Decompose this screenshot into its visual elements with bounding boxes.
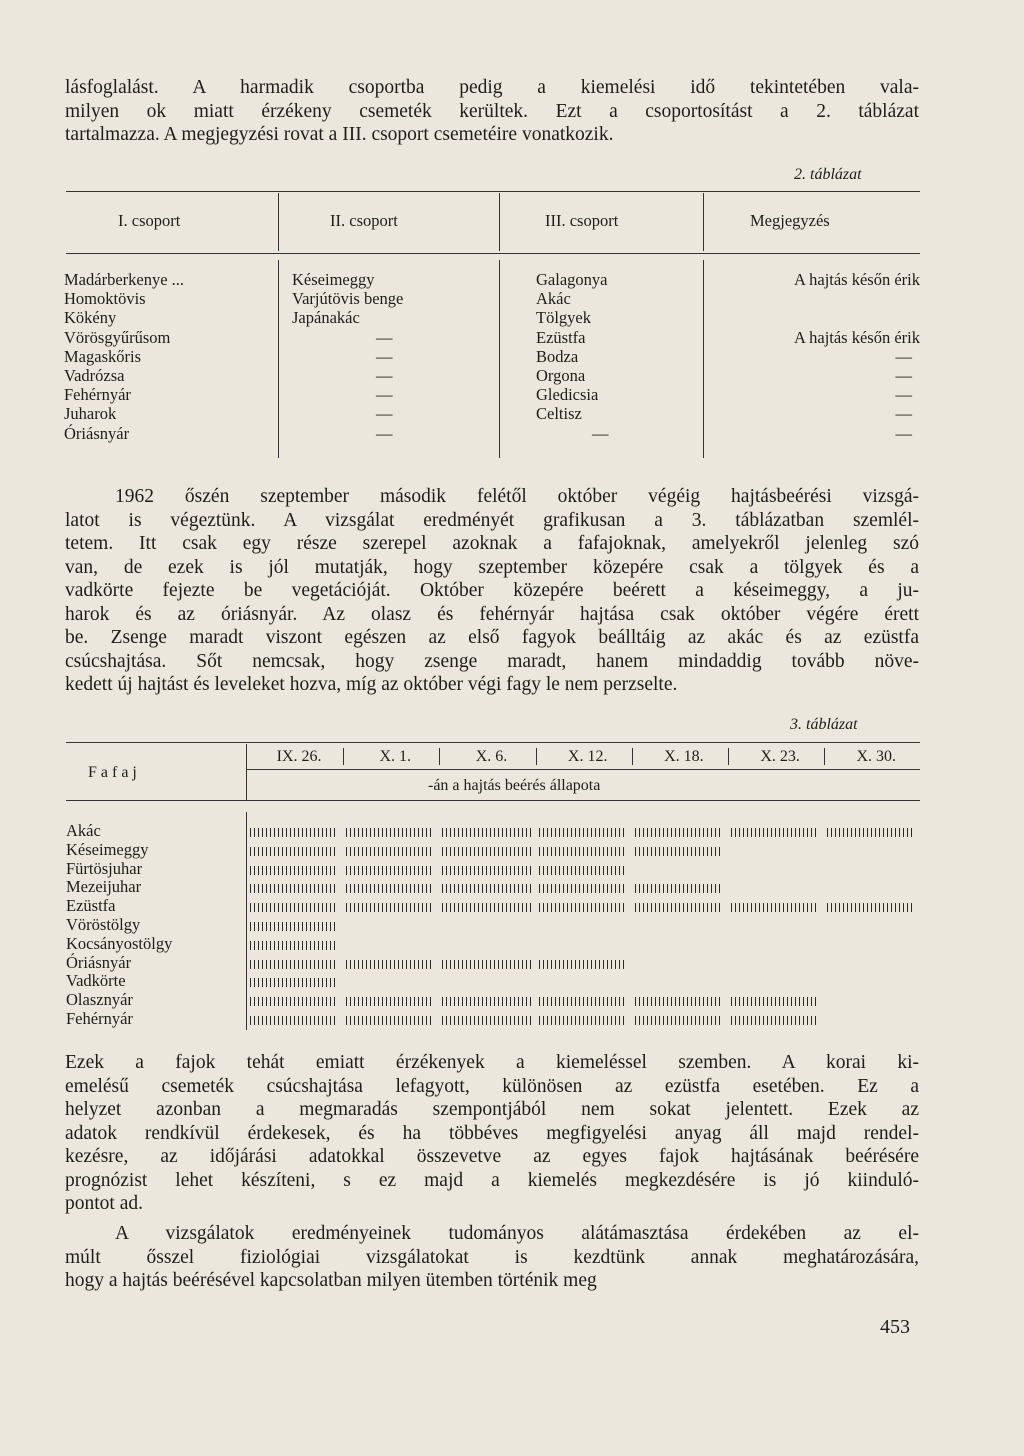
table2-divider-2b	[499, 260, 500, 458]
table3-date-header: X. 1.	[379, 748, 412, 765]
table3-immature-bar	[250, 847, 338, 856]
table2-cell: Gledicsia	[536, 385, 599, 405]
table3-immature-bar	[827, 828, 915, 837]
table2-cell: Galagonya	[536, 270, 608, 289]
table3-species: Kocsányostölgy	[66, 933, 173, 953]
table3-immature-bar	[442, 866, 530, 875]
table3-immature-bar	[539, 1016, 627, 1025]
table3-subheader: -án a hajtás beérés állapota	[428, 777, 601, 794]
table3-row-header: F a f a j	[88, 764, 137, 781]
table3-date-divider	[824, 748, 825, 765]
table3-divider-main	[246, 744, 247, 800]
text-line: emelésű csemeték csúcshajtása lefagyott, különösen az ezüstfa esetében. Ez a	[65, 1075, 919, 1097]
text-line: múlt ősszel fiziológiai vizsgálatokat is kezdtünk annak meghatározására,	[65, 1246, 919, 1268]
table2-header-col2: II. csoport	[330, 211, 398, 230]
table3-immature-bar	[442, 884, 530, 893]
table3-date-header: X. 6.	[475, 748, 508, 765]
table2-cell: Tölgyek	[536, 308, 591, 328]
table2-cell: Óriásnyár	[64, 423, 130, 443]
table3-species: Óriásnyár	[66, 952, 132, 972]
text-line: helyzet azonban a megmaradás szempontjából nem sokat jelentett. Ezek az	[65, 1099, 919, 1120]
table2-cell	[716, 308, 920, 327]
text-line: Ezek a fajok tehát emiatt érzékenyek a kiemeléssel szemben. A korai ki-	[65, 1052, 919, 1073]
table3-immature-bar	[635, 847, 723, 856]
table3-header-rule	[66, 800, 920, 801]
table3-date-divider	[536, 748, 537, 765]
table2-divider-1	[278, 193, 279, 251]
table3-immature-bar	[539, 866, 627, 875]
table3-immature-bar	[346, 1016, 434, 1025]
table3-immature-bar	[442, 828, 530, 837]
table3-immature-bar	[731, 903, 819, 912]
text-line: be. Zsenge maradt viszont egészen az első fagyok beálltáig az akác és az ezüstfa	[65, 627, 919, 648]
table3-date-divider	[343, 748, 344, 765]
table2-cell	[716, 289, 920, 308]
table3-immature-bar	[250, 866, 338, 875]
table3-immature-bar	[442, 903, 530, 912]
table2-cell: —	[376, 423, 393, 443]
table2-cell: Bodza	[536, 346, 579, 366]
table3-immature-bar	[827, 903, 915, 912]
table3-immature-bar	[250, 884, 338, 893]
page-number: 453	[880, 1316, 910, 1338]
table3-date-divider	[632, 748, 633, 765]
table3-species: Olasznyár	[66, 990, 133, 1010]
table3-species-list	[66, 822, 172, 1029]
text-line: latot is végeztünk. A vizsgálat eredményét grafikusan a 3. táblázatban szemlél-	[65, 509, 919, 531]
table3-species: Mezeijuhar	[66, 877, 142, 897]
table2-caption: 2. táblázat	[794, 166, 862, 183]
table3-immature-bar	[635, 997, 723, 1006]
body-paragraph-2	[65, 485, 919, 697]
table2-divider-1b	[278, 260, 279, 458]
table3-species: Ezüstfa	[66, 896, 116, 916]
table3-immature-bar	[731, 828, 819, 837]
table3-date-header: X. 23.	[760, 748, 800, 765]
table3-immature-bar	[442, 847, 530, 856]
table2-cell: A hajtás későn érik	[793, 270, 920, 289]
table3-species: Akác	[66, 821, 101, 840]
text-line: tetem. Itt csak egy része szerepel azoknak a fafajoknak, amelyekről jelenleg szó	[65, 533, 919, 554]
table3-species: Vadkörte	[66, 971, 126, 991]
table2-column-2	[292, 270, 403, 443]
table3-date-divider	[439, 748, 440, 765]
table3-immature-bar	[250, 1016, 338, 1025]
table3-immature-bar	[346, 903, 434, 912]
table2-cell: Japánakác	[292, 308, 360, 328]
table3-date-rule	[246, 769, 920, 770]
table2-cell: Kökény	[64, 308, 117, 328]
table2-cell: Magaskőris	[64, 346, 141, 366]
table2-cell: Celtisz	[536, 404, 582, 424]
table2-cell: —	[376, 385, 393, 405]
table3-immature-bar	[539, 828, 627, 837]
table2-cell: —	[895, 404, 912, 424]
table2-cell: —	[376, 366, 393, 386]
table3-species: Fürtösjuhar	[66, 858, 143, 878]
table3-immature-bar	[346, 847, 434, 856]
table2-header-col3: III. csoport	[545, 211, 619, 230]
table3-immature-bar	[635, 828, 723, 837]
table2-cell: A hajtás későn érik	[793, 327, 920, 347]
table3-immature-bar	[539, 884, 627, 893]
table3-immature-bar	[346, 828, 434, 837]
table2-cell: —	[376, 327, 393, 347]
table3-immature-bar	[250, 922, 338, 931]
table3-immature-bar	[442, 1016, 530, 1025]
table2-header-rule	[66, 253, 920, 254]
table3-immature-bar	[539, 903, 627, 912]
table3-immature-bar	[539, 960, 627, 969]
table2-cell: Vörösgyűrűsom	[64, 327, 171, 347]
table2-cell: —	[376, 404, 393, 424]
table2-cell: —	[895, 385, 912, 405]
table2-cell: Homoktövis	[64, 289, 146, 309]
table2-column-4	[716, 270, 920, 443]
text-line: lásfoglalást. A harmadik csoportba pedig a kiemelési idő tekintetében vala-	[65, 77, 919, 98]
intro-paragraph	[65, 76, 919, 147]
table3-date-header: X. 12.	[567, 748, 608, 765]
table3-immature-bar	[250, 941, 338, 950]
table3-date-header: X. 30.	[856, 748, 897, 765]
table3-date-header: X. 18.	[664, 748, 704, 765]
table2-cell: —	[895, 366, 912, 386]
table2-column-3	[536, 270, 609, 443]
table2-cell: —	[895, 346, 912, 366]
table3-divider-main-body	[246, 812, 247, 1030]
text-line: A vizsgálatok eredményeinek tudományos alátámasztása érdekében az el-	[115, 1223, 919, 1244]
table2-cell: Fehérnyár	[64, 385, 131, 405]
table3-immature-bar	[539, 847, 627, 856]
table3-date-header: IX. 26.	[276, 748, 322, 765]
table2-cell: —	[592, 423, 609, 443]
text-line: tartalmazza. A megjegyzési rovat a III. csoport csemetéire vonatkozik.	[65, 124, 614, 145]
table2-cell: —	[895, 423, 912, 443]
text-line: 1962 őszén szeptember második felétől október végéig hajtásbeérési vizsgá-	[115, 486, 919, 507]
table2-top-rule	[66, 191, 920, 192]
table2-divider-3	[703, 193, 704, 251]
text-line: milyen ok miatt érzékeny csemeték kerültek. Ezt a csoportosítást a 2. táblázat	[65, 100, 919, 122]
table2-cell: Madárberkenye ...	[64, 270, 185, 289]
text-line: adatok rendkívül érdekesek, és ha többéves megfigyelési anyag áll majd rendel-	[65, 1122, 919, 1144]
table2-cell: Juharok	[64, 404, 117, 424]
text-line: prognózist lehet készíteni, s ez majd a kiemelés megkezdésére is jó kiinduló-	[65, 1169, 919, 1191]
table3-immature-bar	[635, 884, 723, 893]
table3-immature-bar	[346, 866, 434, 875]
table2-cell: —	[376, 346, 393, 366]
table2-cell: Késeimeggy	[292, 270, 375, 289]
text-line: kezésre, az időjárási adatokkal összevetve az egyes fajok hajtásának beérésére	[65, 1146, 919, 1167]
table3-immature-bar	[250, 828, 338, 837]
table3-species: Vöröstölgy	[66, 914, 141, 934]
table3-top-rule	[66, 742, 920, 743]
table3-immature-bar	[250, 903, 338, 912]
table3-immature-bar	[731, 997, 819, 1006]
table2-column-1	[64, 270, 184, 443]
table3-immature-bar	[539, 997, 627, 1006]
table3-immature-bar	[731, 1016, 819, 1025]
text-line: harok és az óriásnyár. Az olasz és fehérnyár hajtása csak október végére érett	[65, 603, 919, 625]
table2-header-col4: Megjegyzés	[750, 211, 830, 230]
table2-cell: Akác	[536, 289, 571, 309]
table2-header-col1: I. csoport	[118, 211, 181, 230]
table2-cell: Vadrózsa	[64, 366, 125, 386]
table2-divider-2	[499, 193, 500, 251]
body-paragraph-3	[65, 1051, 919, 1216]
table2-cell: Ezüstfa	[536, 327, 586, 347]
table3-immature-bar	[346, 884, 434, 893]
text-line: van, de ezek is jól mutatják, hogy szeptember közepére csak a tölgyek és a	[65, 556, 919, 578]
table2-cell: Orgona	[536, 366, 586, 386]
table3-immature-bar	[635, 1016, 723, 1025]
table3-immature-bar	[442, 997, 530, 1006]
text-line: kedett új hajtást és leveleket hozva, míg az október végi fagy le nem perzselte.	[65, 674, 678, 695]
table3-immature-bar	[346, 960, 434, 969]
table2-divider-3b	[703, 260, 704, 458]
table3-species: Fehérnyár	[66, 1008, 133, 1028]
table2-cell: Varjútövis benge	[292, 289, 404, 309]
body-paragraph-4	[65, 1222, 919, 1293]
table3-immature-bar	[442, 960, 530, 969]
table3-immature-bar	[346, 997, 434, 1006]
table3-immature-bar	[250, 997, 338, 1006]
text-line: pontot ad.	[65, 1193, 143, 1214]
text-line: csúcshajtása. Sőt nemcsak, hogy zsenge maradt, hanem mindaddig tovább növe-	[65, 650, 919, 672]
table3-immature-bar	[635, 903, 723, 912]
text-line: vadkörte fejezte be vegetációját. Október közepére beérett a késeimeggy, a ju-	[65, 580, 919, 601]
table3-immature-bar	[250, 960, 338, 969]
text-line: hogy a hajtás beérésével kapcsolatban milyen ütemben történik meg	[65, 1270, 597, 1291]
table3-caption: 3. táblázat	[790, 716, 858, 733]
table3-date-divider	[728, 748, 729, 765]
table3-species: Késeimeggy	[66, 839, 149, 859]
table3-immature-bar	[250, 978, 338, 987]
